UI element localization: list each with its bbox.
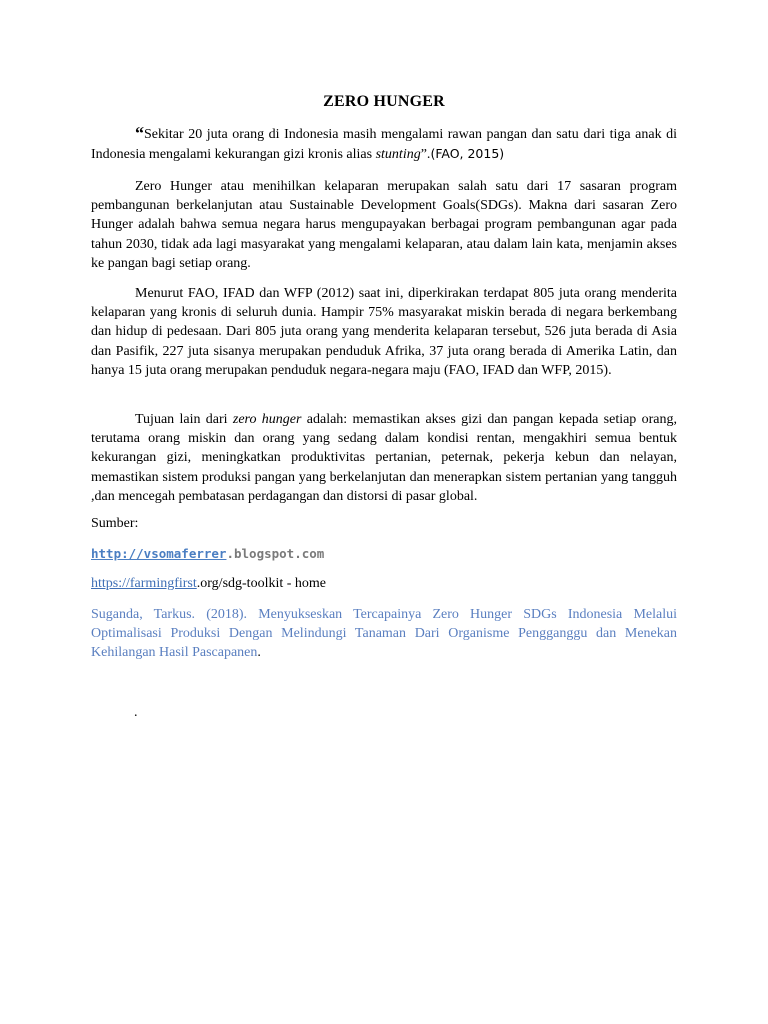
document-title: ZERO HUNGER <box>323 93 445 110</box>
paragraph-hunger-statistics: Menurut FAO, IFAD dan WFP (2012) saat ini, diperkirakan terdapat 805 juta orang menderita kelaparan yang kronis di seluruh dunia. Hampir 75% masyarakat miskin berada di negara berkembang dan hidup di pedesaan. Dari 805 juta orang yang menderita kelaparan tersebut, 526 juta berada di Asia dan Pasifik, 227 juta sisanya merupakan penduduk Afrika, 37 juta orang berada di Amerika Latin, dan hanya 15 juta orang merupakan penduduk negara-negara maju (FAO, IFAD dan WFP, 2015). <box>91 286 677 378</box>
reference-end-dot: . <box>257 645 261 661</box>
paragraph3-italic: zero hunger <box>232 412 302 427</box>
paragraph3-before: Tujuan lain dari <box>135 412 233 427</box>
paragraph-zero-hunger-definition: Zero Hunger atau menihilkan kelaparan merupakan salah satu dari 17 sasaran program pembangunan berkelanjutan atau Sustainable Development Goals(SDGs). Makna dari sasaran Zero Hunger adalah bahwa semua negara harus mengupayakan berbagai program pembangunan agar pada tahun 2030, tidak ada lagi masyarakat yang mengalami kelaparan, atau dalam lain kata, menjamin akses ke pangan bagi setiap orang. <box>91 179 677 271</box>
quote-open-mark: “ <box>135 123 144 143</box>
intro-quote <box>91 124 677 164</box>
source-farmingfirst-link[interactable] <box>91 576 326 592</box>
paragraph-zero-hunger-goals <box>91 410 677 506</box>
quote-close: ”. <box>420 147 431 163</box>
stray-dot: . <box>134 705 138 720</box>
reference-text: Suganda, Tarkus. (2018). Menyukseskan Tercapainya Zero Hunger SDGs Indonesia Melalui Optimalisasi Produksi Dengan Melindungi Tanaman Dari Organisme Pengganggu dan Menekan Kehilangan Hasil Pascapanen <box>91 607 677 661</box>
source-blog-link[interactable] <box>91 546 324 561</box>
quote-italic-word: stunting <box>375 147 421 163</box>
source-farmingfirst-url[interactable]: https://farmingfirst <box>91 576 197 591</box>
quote-citation: (FAO, 2015) <box>430 146 505 162</box>
source-blog-link-domain: .blogspot.com <box>226 546 325 561</box>
source-blog-link-url[interactable]: http://vsomaferrer <box>91 546 227 561</box>
paragraph3-after: adalah: memastikan akses gizi dan pangan kepada setiap orang, terutama orang miskin dan orang yang sedang dalam kondisi rentan, mengakhiri semua bentuk kekurangan gizi, meningkatkan produktivitas pertanian, peternak, pekerja kebun dan nelayan, memastikan sistem produksi pangan yang berkelanjutan dan menerapkan sistem pertanian yang tangguh ,dan mencegah pembatasan perdagangan dan distorsi di pasar global. <box>91 412 677 504</box>
quote-text: Sekitar 20 juta orang di Indonesia masih mengalami rawan pangan dan satu dari tiga anak di Indonesia mengalami kekurangan gizi kronis alias <box>91 127 677 163</box>
source-reference-citation <box>91 605 677 663</box>
source-farmingfirst-rest: .org/sdg-toolkit - home <box>196 576 326 591</box>
sources-label: Sumber: <box>91 516 139 531</box>
